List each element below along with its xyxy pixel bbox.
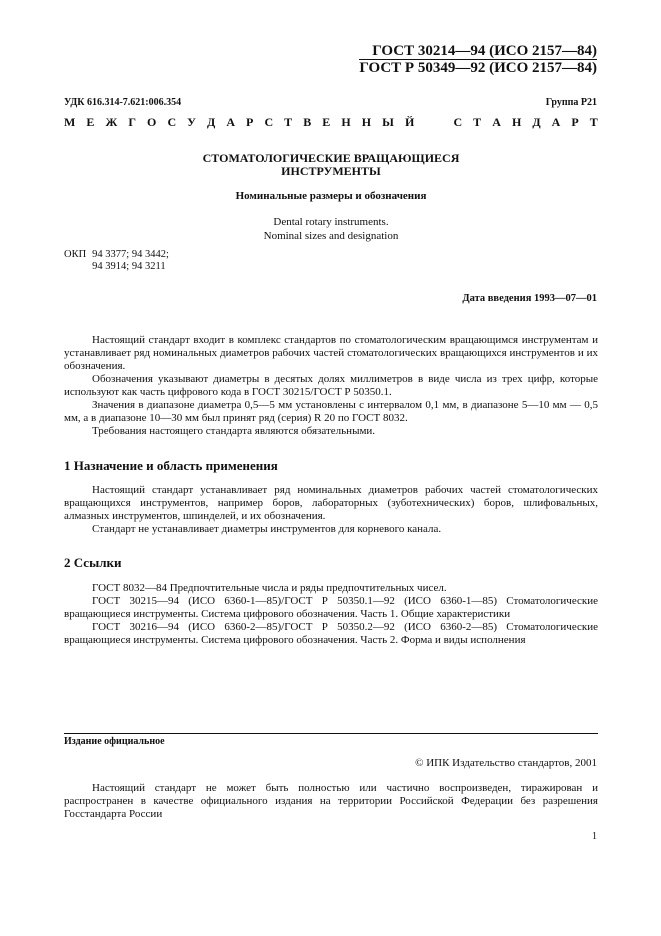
banner-letter: Д xyxy=(532,115,541,129)
banner-letter: С xyxy=(453,115,463,129)
okp-line-2: 94 3914; 94 3211 xyxy=(92,261,166,272)
banner-letter: Ж xyxy=(105,115,118,129)
section-paragraph: Настоящий стандарт устанавливает ряд номинальных диаметров рабочих частей стоматологических вращающихся инструментов, например боров, лабораторных (зуботехнических) боров, шлифовальных, алмазных инструментов, шпинделей, и их обозначения. xyxy=(64,484,598,522)
copyright-notice: © ИПК Издательство стандартов, 2001 xyxy=(415,757,597,769)
section-2-text xyxy=(64,582,598,647)
page-number: 1 xyxy=(592,831,597,842)
banner-letter: Р xyxy=(571,115,579,129)
intro-paragraph: Требования настоящего стандарта являются обязательными. xyxy=(92,425,376,437)
section-2-heading: 2 Ссылки xyxy=(64,555,122,570)
banner-letter: Р xyxy=(246,115,254,129)
banner-letter: С xyxy=(264,115,274,129)
title-line-2: ИНСТРУМЕНТЫ xyxy=(281,164,381,178)
banner-letter: В xyxy=(303,115,312,129)
banner-letter: Н xyxy=(341,115,351,129)
okp-values xyxy=(92,249,169,273)
reference-item: ГОСТ 30216—94 (ИСО 6360-2—85)/ГОСТ Р 50350.2—92 (ИСО 6360-2—85) Стоматологические вращающиеся инструменты. Система цифрового обозначения. Часть 2. Форма и виды исполнения xyxy=(64,621,598,646)
english-title-line-2: Nominal sizes and designation xyxy=(263,230,399,242)
udk-code: УДК 616.314-7.621:006.354 xyxy=(64,97,182,108)
reproduction-notice xyxy=(64,782,598,821)
banner-letter: А xyxy=(492,115,501,129)
reference-item: ГОСТ 8032—84 Предпочтительные числа и ряды предпочтительных чисел. xyxy=(92,582,447,594)
banner-letter: С xyxy=(167,115,177,129)
gost-designation xyxy=(359,44,597,76)
intro-paragraph: Настоящий стандарт входит в комплекс стандартов по стоматологическим вращающимся инструментам и устанавливает ряд номинальных диаметров рабочих частей стоматологических вращающихся инструментов и их обозначения. xyxy=(64,334,598,372)
banner-letter: Ы xyxy=(382,115,394,129)
banner-letter: Н xyxy=(511,115,522,129)
banner-letter: Д xyxy=(207,115,216,129)
english-title xyxy=(64,215,598,243)
section-1-text xyxy=(64,484,598,536)
banner-letter xyxy=(425,115,428,130)
banner-letter: Т xyxy=(589,115,598,129)
interstate-standard-banner xyxy=(64,115,598,130)
section-1-heading: 1 Назначение и область применения xyxy=(64,458,278,473)
banner-letter: М xyxy=(64,115,76,129)
banner-letter: А xyxy=(226,115,235,129)
banner-letter: У xyxy=(187,115,196,129)
gost-line-2: ГОСТ Р 50349—92 (ИСО 2157—84) xyxy=(359,60,597,76)
banner-letter: Н xyxy=(361,115,372,129)
banner-letter xyxy=(439,115,442,130)
banner-letter: Е xyxy=(86,115,95,129)
notice-paragraph: Настоящий стандарт не может быть полностью или частично воспроизведен, тиражирован и распространен в качестве официального издания на территории Российской Федерации без разрешения Госстандарта России xyxy=(64,782,598,820)
document-title xyxy=(64,152,598,178)
banner-letter: Т xyxy=(284,115,293,129)
official-edition-label: Издание официальное xyxy=(64,736,165,747)
banner-letter: Й xyxy=(404,115,415,129)
banner-letter: О xyxy=(147,115,157,129)
gost-line-1: ГОСТ 30214—94 (ИСО 2157—84) xyxy=(372,43,597,59)
introduction-date: Дата введения 1993—07—01 xyxy=(462,293,597,304)
title-line-1: СТОМАТОЛОГИЧЕСКИЕ ВРАЩАЮЩИЕСЯ xyxy=(202,151,460,165)
banner-letter: Г xyxy=(128,115,136,129)
banner-letter: А xyxy=(551,115,561,129)
document-subtitle: Номинальные размеры и обозначения xyxy=(235,190,427,202)
okp-line-1: 94 3377; 94 3442; xyxy=(92,249,169,260)
banner-letter: Е xyxy=(322,115,331,129)
intro-text xyxy=(64,334,598,438)
section-paragraph: Стандарт не устанавливает диаметры инструментов для корневого канала. xyxy=(92,523,442,535)
reference-item: ГОСТ 30215—94 (ИСО 6360-1—85)/ГОСТ Р 50350.1—92 (ИСО 6360-1—85) Стоматологические вращающиеся инструменты. Система цифрового обозначения. Часть 1. Общие характеристики xyxy=(64,595,598,620)
footer-divider xyxy=(64,733,598,734)
okp-codes xyxy=(64,249,169,273)
group-code: Группа Р21 xyxy=(545,97,597,108)
banner-letter: Т xyxy=(473,115,482,129)
intro-paragraph: Значения в диапазоне диаметра 0,5—5 мм установлены с интервалом 0,1 мм, в диапазоне 5—10 мм — 0,5 мм, а в диапазоне 10—30 мм был принят ряд (серия) R 20 по ГОСТ 8032. xyxy=(64,399,598,424)
english-title-line-1: Dental rotary instruments. xyxy=(273,216,389,228)
intro-paragraph: Обозначения указывают диаметры в десятых долях миллиметров в виде числа из трех цифр, которые используют как часть цифрового кода в ГОСТ 30215/ГОСТ Р 50350.1. xyxy=(64,373,598,398)
okp-label: ОКП xyxy=(64,249,87,260)
